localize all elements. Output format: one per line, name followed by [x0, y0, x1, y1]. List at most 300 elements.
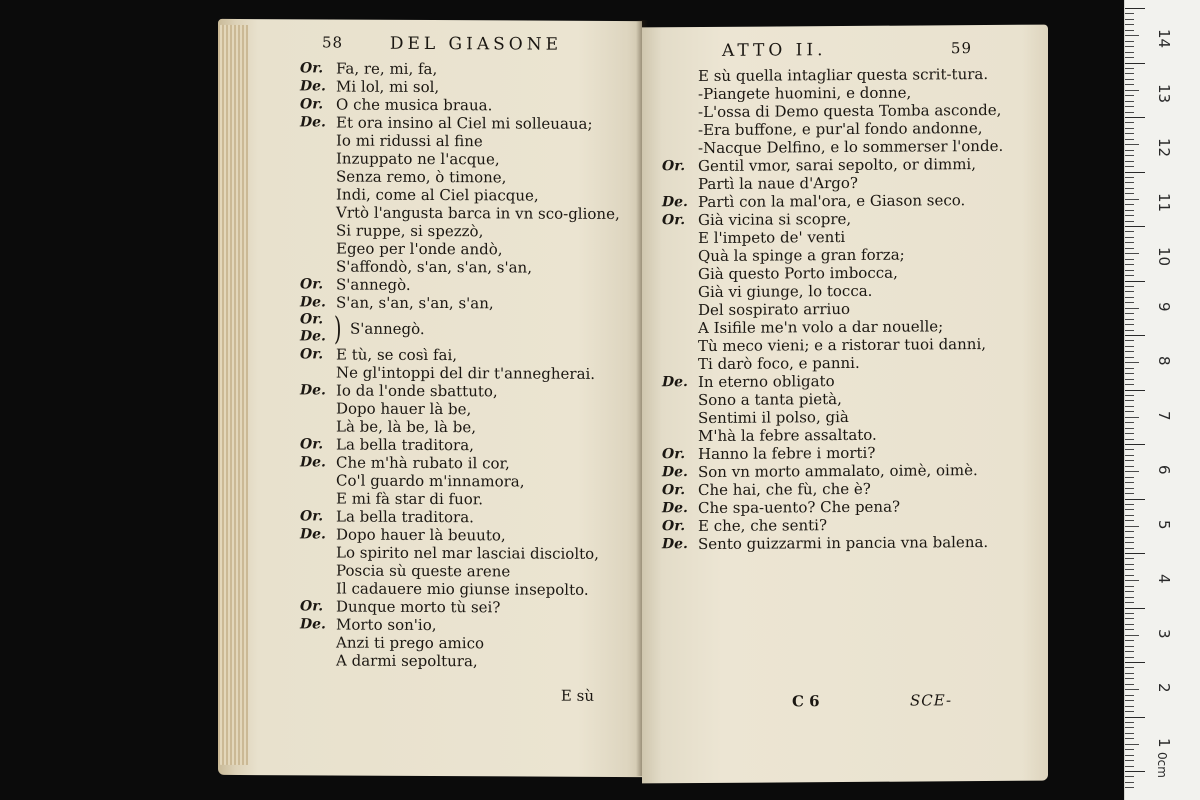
text-line	[662, 461, 1003, 481]
ruler-tick	[1125, 231, 1134, 232]
right-page	[642, 25, 1048, 784]
text-line	[300, 543, 620, 563]
ruler-tick	[1125, 471, 1139, 472]
speaker-label: Or.	[662, 158, 686, 175]
speaker-label: De.	[662, 536, 688, 553]
speaker-label: Or.	[300, 96, 324, 113]
ruler-tick	[1125, 46, 1134, 47]
speaker-label: Or.	[300, 598, 324, 615]
ruler-tick	[1125, 128, 1134, 129]
speaker-label: Or.	[300, 508, 324, 525]
verse-text: Vrtò l'angusta barca in vn sco-glione,	[336, 203, 620, 223]
verse-text: Partì con la mal'ora, e Giason seco.	[698, 191, 966, 212]
ruler-tick	[1125, 106, 1134, 107]
page-edges	[218, 25, 248, 765]
ruler-tick	[1125, 766, 1134, 767]
ruler-tick	[1125, 771, 1145, 772]
ruler-tick	[1125, 95, 1134, 96]
ruler-tick	[1125, 330, 1134, 331]
verse-text: Poscia sù queste arene	[336, 561, 511, 581]
ruler-tick	[1125, 504, 1134, 505]
ruler-tick	[1125, 646, 1134, 647]
ruler-tick	[1125, 477, 1134, 478]
ruler-tick	[1125, 667, 1134, 668]
ruler-tick	[1125, 319, 1134, 320]
ruler-tick	[1125, 204, 1134, 205]
text-line	[662, 353, 1003, 373]
verse-text: Ti darò foco, e panni.	[698, 353, 860, 374]
ruler-tick	[1125, 411, 1134, 412]
ruler-tick	[1125, 390, 1145, 391]
speaker-label: Or.	[300, 60, 324, 77]
ruler-tick	[1125, 640, 1134, 641]
ruler-tick	[1125, 520, 1134, 521]
verse-text: Già vicina si scopre,	[698, 209, 852, 230]
ruler-tick	[1125, 144, 1139, 145]
text-line	[662, 425, 1003, 445]
ruler-tick	[1125, 291, 1134, 292]
text-line	[662, 443, 1003, 463]
brace-speakers	[300, 311, 330, 345]
ruler-number: 12	[1155, 138, 1173, 158]
verse-text: A darmi sepoltura,	[336, 651, 478, 671]
text-line	[662, 371, 1003, 391]
ruler-tick	[1125, 678, 1134, 679]
ruler-tick	[1125, 182, 1134, 183]
verse-text: Che hai, che fù, che è?	[698, 479, 871, 500]
ruler-number: 14	[1155, 29, 1173, 49]
verse-text: Partì la naue d'Argo?	[698, 173, 858, 194]
speaker-label: De.	[300, 294, 326, 311]
verse-text: Et ora insino al Ciel mi solleuaua;	[336, 113, 593, 133]
text-line	[662, 101, 1003, 121]
verse-text: Dopo hauer là be,	[336, 399, 472, 419]
text-line	[662, 227, 1003, 247]
ruler-tick	[1125, 613, 1134, 614]
text-line	[300, 221, 620, 241]
ruler-tick	[1125, 651, 1134, 652]
verse-text: S'annegò.	[350, 319, 425, 338]
ruler-tick	[1125, 580, 1139, 581]
left-header	[322, 33, 562, 54]
verse-text: Del sospirato arriuo	[698, 299, 851, 320]
verse-text: Fa, re, mi, fa,	[336, 59, 438, 79]
ruler-tick	[1125, 400, 1134, 401]
ruler-tick	[1125, 553, 1145, 554]
ruler-tick	[1125, 433, 1134, 434]
text-line	[662, 245, 1003, 265]
verse-text: S'an, s'an, s'an, s'an,	[336, 293, 494, 313]
ruler-tick	[1125, 749, 1134, 750]
ruler-number: 11	[1155, 192, 1173, 212]
speaker-label: Or.	[662, 446, 686, 463]
ruler-tick	[1125, 73, 1134, 74]
ruler-tick	[1125, 717, 1145, 718]
brace-glyph: )	[334, 309, 342, 348]
verse-text: A Isifile me'n volo a dar nouelle;	[698, 317, 944, 338]
verse-text: Già vi giunge, lo tocca.	[698, 281, 873, 302]
ruler-tick	[1125, 84, 1134, 85]
ruler-tick	[1125, 466, 1134, 467]
text-line	[300, 579, 620, 599]
ruler-tick	[1125, 417, 1139, 418]
ruler-tick	[1125, 357, 1134, 358]
speaker-label: Or.	[300, 276, 324, 293]
text-line	[662, 533, 1003, 553]
ruler-tick	[1125, 787, 1134, 788]
ruler-tick	[1125, 509, 1134, 510]
ruler-tick	[1125, 199, 1139, 200]
ruler-tick	[1125, 444, 1145, 445]
ruler-tick	[1125, 112, 1134, 113]
ruler-number: 2	[1155, 683, 1173, 693]
text-line	[662, 173, 1003, 193]
ruler-tick	[1125, 351, 1134, 352]
right-header	[722, 39, 972, 61]
text-line	[300, 489, 620, 509]
verse-text: Che m'hà rubato il cor,	[336, 453, 510, 473]
ruler-number: 10	[1155, 247, 1173, 267]
speaker-label: De.	[300, 328, 326, 345]
verse-text: La bella traditora.	[336, 507, 474, 527]
ruler-tick	[1125, 597, 1134, 598]
ruler-tick	[1125, 117, 1145, 118]
verse-text: Ne gl'intoppi del dir t'annegherai.	[336, 363, 596, 383]
ruler-tick	[1125, 172, 1145, 173]
ruler-tick	[1125, 624, 1134, 625]
verse-text: Sento guizzarmi in pancia vna balena.	[698, 533, 989, 554]
ruler-tick	[1125, 542, 1134, 543]
ruler-tick	[1125, 177, 1134, 178]
ruler-tick	[1125, 586, 1134, 587]
ruler-tick	[1125, 101, 1134, 102]
text-line	[300, 113, 620, 133]
text-line	[662, 407, 1003, 427]
ruler-tick	[1125, 379, 1134, 380]
ruler-tick	[1125, 226, 1145, 227]
verse-text: -Nacque Delfino, e lo sommerser l'onde.	[698, 136, 1004, 158]
text-line	[300, 131, 620, 151]
ruler-tick	[1125, 30, 1134, 31]
running-title: ATTO II.	[722, 40, 827, 61]
signature-mark: C 6	[792, 692, 820, 711]
ruler-tick	[1125, 242, 1134, 243]
text-line	[300, 363, 620, 383]
speaker-label: De.	[300, 454, 326, 471]
ruler-tick	[1125, 689, 1139, 690]
ruler-tick	[1125, 259, 1134, 260]
ruler-unit-label: 0cm	[1155, 752, 1169, 778]
verse-text: Quà la spinge a gran forza;	[698, 245, 905, 266]
ruler-tick	[1125, 302, 1134, 303]
text-line	[300, 275, 620, 295]
left-page	[218, 19, 642, 777]
ruler-tick	[1125, 308, 1139, 309]
text-line	[300, 257, 620, 277]
speaker-label: De.	[662, 194, 688, 211]
ruler-tick	[1125, 422, 1134, 423]
ruler-number: 3	[1155, 628, 1173, 639]
text-line	[662, 299, 1003, 319]
verse-text: Là be, là be, là be,	[336, 417, 476, 437]
ruler-tick	[1125, 700, 1134, 701]
ruler-tick	[1125, 602, 1134, 603]
text-line	[300, 95, 620, 115]
ruler-tick	[1125, 253, 1139, 254]
ruler-number: 6	[1155, 465, 1173, 475]
ruler-tick	[1125, 335, 1145, 336]
ruler-tick	[1125, 19, 1134, 20]
text-line	[662, 209, 1003, 229]
ruler-tick	[1125, 564, 1134, 565]
verse-text: S'affondò, s'an, s'an, s'an,	[336, 257, 532, 277]
ruler-tick	[1125, 738, 1134, 739]
text-line	[300, 167, 620, 187]
verse-text: -Piangete huomini, e donne,	[698, 83, 912, 104]
text-line	[300, 149, 620, 169]
verse-text: Il cadauere mio giunse insepolto.	[336, 579, 589, 599]
speaker-label: Or.	[300, 311, 324, 328]
ruler-tick	[1125, 629, 1134, 630]
ruler-tick	[1125, 57, 1134, 58]
ruler-tick	[1125, 439, 1134, 440]
ruler-tick	[1125, 558, 1134, 559]
ruler-tick	[1125, 373, 1134, 374]
text-line	[662, 263, 1003, 283]
text-line	[662, 515, 1003, 535]
left-text-block	[300, 59, 620, 671]
text-line	[662, 83, 1003, 103]
ruler-tick	[1125, 776, 1134, 777]
ruler-tick	[1125, 270, 1134, 271]
ruler-tick	[1125, 755, 1134, 756]
ruler-tick	[1125, 455, 1134, 456]
ruler-tick	[1125, 499, 1145, 500]
catchword: SCE-	[910, 691, 953, 710]
text-line	[300, 507, 620, 527]
text-line	[662, 389, 1003, 409]
measurement-ruler	[1124, 0, 1200, 800]
ruler-tick	[1125, 384, 1134, 385]
verse-text: E mi fà star di fuor.	[336, 489, 484, 509]
verse-text: La bella traditora,	[336, 435, 474, 455]
speaker-label: De.	[662, 374, 688, 391]
ruler-tick	[1125, 221, 1134, 222]
verse-text: Sono a tanta pietà,	[698, 390, 842, 410]
speaker-label: De.	[300, 382, 326, 399]
ruler-tick	[1125, 362, 1139, 363]
ruler-tick	[1125, 41, 1134, 42]
ruler-tick	[1125, 340, 1134, 341]
ruler-tick	[1125, 139, 1134, 140]
speaker-label: De.	[300, 78, 326, 95]
ruler-tick	[1125, 482, 1134, 483]
ruler-tick	[1125, 63, 1145, 64]
ruler-number: 8	[1155, 356, 1173, 366]
ruler-tick	[1125, 13, 1134, 14]
text-line	[662, 479, 1003, 499]
verse-text: Dopo hauer là beuuto,	[336, 525, 506, 545]
ruler-number: 9	[1155, 301, 1173, 312]
text-line	[300, 453, 620, 473]
ruler-number: 1	[1155, 737, 1173, 748]
ruler-tick	[1125, 662, 1145, 663]
ruler-tick	[1125, 428, 1134, 429]
ruler-tick	[1125, 210, 1134, 211]
ruler-tick	[1125, 406, 1134, 407]
verse-text: E sù quella intagliar questa scrit-tura.	[698, 65, 989, 86]
text-line	[300, 525, 620, 545]
ruler-tick	[1125, 150, 1134, 151]
verse-text: E tù, se così fai,	[336, 345, 458, 365]
speaker-label: De.	[662, 464, 688, 481]
ruler-tick	[1125, 635, 1139, 636]
ruler-tick	[1125, 215, 1134, 216]
verse-text: Senza remo, ò timone,	[336, 167, 507, 187]
ruler-tick	[1125, 324, 1134, 325]
ruler-tick	[1125, 35, 1139, 36]
verse-text: Si ruppe, si spezzò,	[336, 221, 484, 241]
text-line	[300, 561, 620, 581]
ruler-tick	[1125, 237, 1134, 238]
ruler-tick	[1125, 488, 1134, 489]
ruler-number: 13	[1155, 83, 1173, 103]
verse-text: Inzuppato ne l'acque,	[336, 149, 500, 169]
ruler-tick	[1125, 744, 1139, 745]
ruler-tick	[1125, 618, 1134, 619]
brace-dialogue	[300, 311, 620, 347]
speaker-label: Or.	[300, 346, 324, 363]
text-line	[300, 345, 620, 365]
ruler-tick	[1125, 24, 1134, 25]
ruler-tick	[1125, 515, 1134, 516]
verse-text: Indi, come al Ciel piacque,	[336, 185, 539, 205]
right-text-block	[662, 65, 1003, 553]
text-line	[662, 191, 1003, 211]
ruler-tick	[1125, 591, 1134, 592]
ruler-tick	[1125, 395, 1134, 396]
ruler-tick	[1125, 286, 1134, 287]
ruler-tick	[1125, 657, 1134, 658]
ruler-tick	[1125, 8, 1145, 9]
text-line	[662, 281, 1003, 301]
ruler-tick	[1125, 122, 1134, 123]
ruler-tick	[1125, 166, 1134, 167]
verse-text: S'annegò.	[336, 275, 411, 294]
ruler-tick	[1125, 297, 1134, 298]
ruler-tick	[1125, 90, 1139, 91]
text-line	[300, 651, 620, 671]
ruler-tick	[1125, 673, 1134, 674]
ruler-tick	[1125, 733, 1134, 734]
verse-text: M'hà la febre assaltato.	[698, 425, 877, 446]
ruler-tick	[1125, 526, 1139, 527]
verse-text: Sentimi il polso, già	[698, 407, 849, 428]
ruler-tick	[1125, 264, 1134, 265]
ruler-tick	[1125, 161, 1134, 162]
ruler-tick	[1125, 548, 1134, 549]
text-line	[300, 185, 620, 205]
speaker-label: De.	[300, 616, 326, 633]
verse-text: Io mi ridussi al fine	[336, 131, 483, 151]
text-line	[662, 65, 1003, 85]
text-line	[662, 119, 1003, 139]
text-line	[300, 59, 620, 79]
verse-text: Dunque morto tù sei?	[336, 597, 501, 617]
speaker-label: De.	[300, 526, 326, 543]
ruler-tick	[1125, 449, 1134, 450]
ruler-tick	[1125, 275, 1134, 276]
verse-text: E che, che senti?	[698, 516, 828, 536]
ruler-tick	[1125, 695, 1134, 696]
text-line	[300, 203, 620, 223]
verse-text: Anzi ti prego amico	[336, 633, 485, 653]
ruler-tick	[1125, 281, 1145, 282]
ruler-tick	[1125, 782, 1134, 783]
ruler-tick	[1125, 188, 1134, 189]
text-line	[300, 381, 620, 401]
ruler-tick	[1125, 569, 1134, 570]
text-line	[300, 77, 620, 97]
verse-text: Già questo Porto imbocca,	[698, 263, 898, 284]
text-line	[300, 293, 620, 313]
text-line	[300, 615, 620, 635]
running-title: DEL GIASONE	[389, 33, 562, 55]
ruler-tick	[1125, 193, 1134, 194]
ruler-tick	[1125, 711, 1134, 712]
ruler-tick	[1125, 727, 1134, 728]
verse-text: Egeo per l'onde andò,	[336, 239, 503, 259]
ruler-number: 7	[1155, 410, 1173, 421]
verse-text: O che musica braua.	[336, 95, 493, 115]
text-line	[662, 335, 1003, 355]
speaker-label: Or.	[662, 518, 686, 535]
verse-text: Gentil vmor, sarai sepolto, or dimmi,	[698, 155, 976, 176]
verse-text: Mi lol, mi sol,	[336, 77, 440, 97]
text-line	[662, 497, 1003, 517]
ruler-tick	[1125, 493, 1134, 494]
text-line	[662, 137, 1003, 157]
ruler-tick	[1125, 313, 1134, 314]
verse-text: Son vn morto ammalato, oimè, oimè.	[698, 461, 978, 482]
open-book	[218, 20, 1048, 776]
verse-text: -Era buffone, e pur'al fondo andonne,	[698, 119, 983, 140]
verse-text: Che spa-uento? Che pena?	[698, 497, 901, 518]
speaker-label: De.	[662, 500, 688, 517]
catchword: E sù	[560, 686, 594, 705]
verse-text: Lo spirito nel mar lasciai disciolto,	[336, 543, 599, 563]
verse-text: Co'l guardo m'innamora,	[336, 471, 525, 491]
page-number: 59	[950, 39, 972, 58]
ruler-number: 5	[1155, 519, 1173, 530]
text-line	[662, 155, 1003, 175]
ruler-tick	[1125, 368, 1134, 369]
ruler-tick	[1125, 460, 1134, 461]
verse-text: In eterno obligato	[698, 372, 835, 392]
ruler-tick	[1125, 79, 1134, 80]
ruler-tick	[1125, 52, 1134, 53]
speaker-label: Or.	[662, 482, 686, 499]
verse-text: Morto son'io,	[336, 615, 437, 635]
text-line	[300, 417, 620, 437]
ruler-tick	[1125, 537, 1134, 538]
text-line	[300, 435, 620, 455]
text-line	[300, 597, 620, 617]
ruler-tick	[1125, 760, 1134, 761]
ruler-number: 4	[1155, 574, 1173, 584]
ruler-tick	[1125, 575, 1134, 576]
ruler-tick	[1125, 68, 1134, 69]
